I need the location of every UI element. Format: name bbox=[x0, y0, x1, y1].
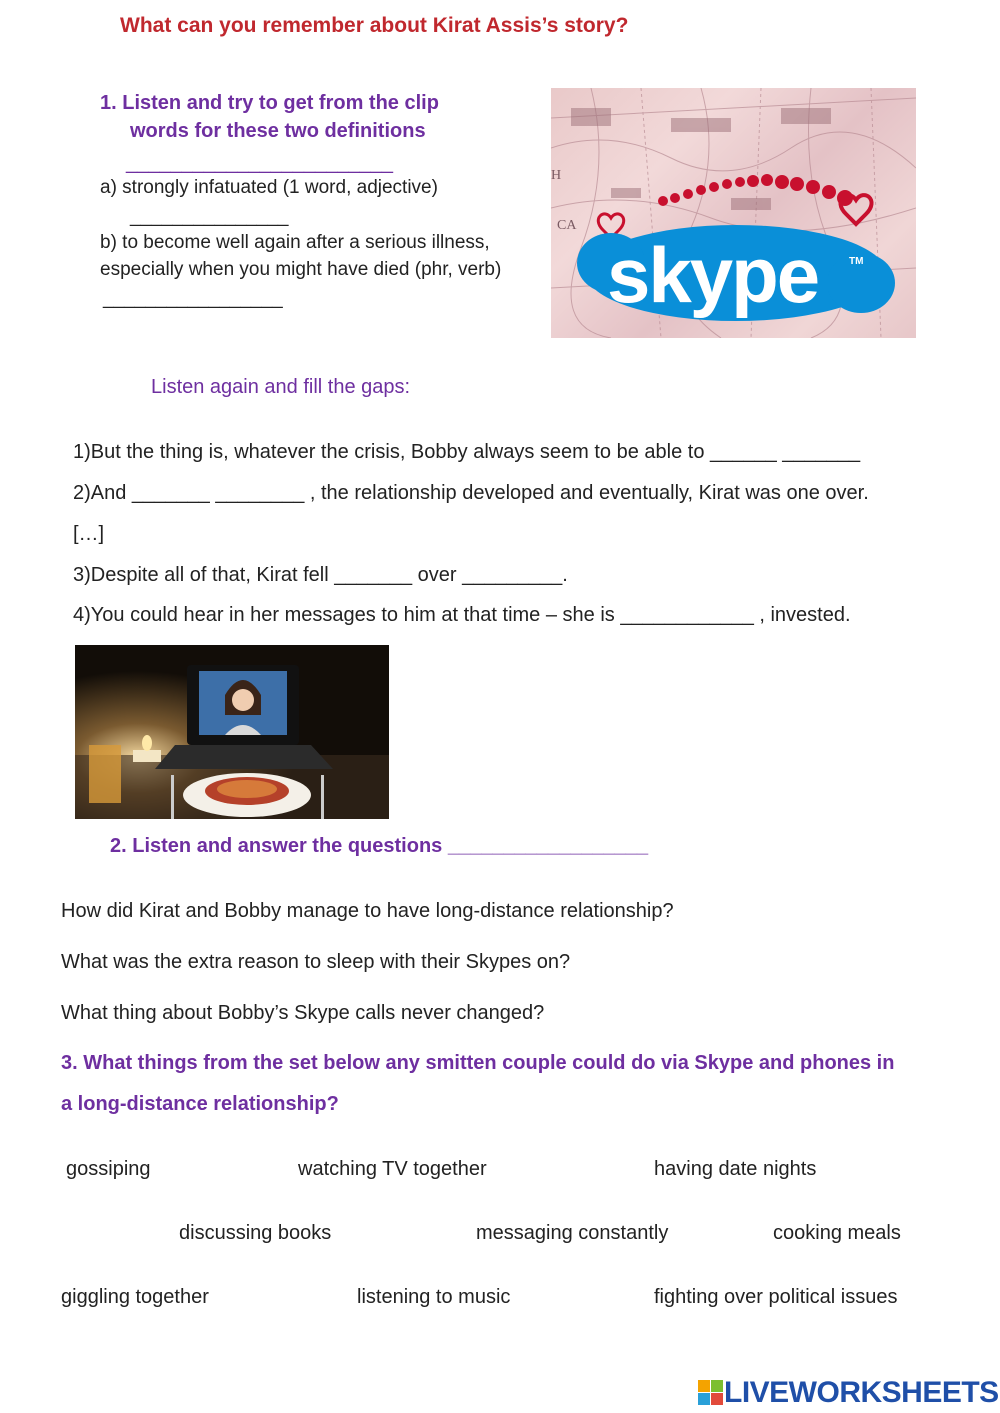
question-2: What was the extra reason to sleep with their Skypes on? bbox=[61, 951, 571, 973]
liveworksheets-icon bbox=[698, 1380, 724, 1408]
skype-dinner-photo bbox=[75, 645, 389, 819]
gap-ellipsis: […] bbox=[73, 523, 105, 545]
section3-line1-text: What things from the set below any smitten couple could do via Skype and phones in bbox=[77, 1052, 895, 1074]
question-1: How did Kirat and Bobby manage to have long-distance relationship? bbox=[61, 900, 674, 922]
section1-heading-line1: 1. Listen and try to get from the clip bbox=[100, 92, 439, 114]
skype-tm: TM bbox=[849, 256, 864, 267]
definition-b-blank[interactable]: _________________ bbox=[103, 288, 283, 309]
liveworksheets-text: LIVEWORKSHEETS bbox=[724, 1376, 999, 1409]
section1-heading-line2: words for these two definitions bbox=[130, 120, 426, 142]
activity-word[interactable]: cooking meals bbox=[773, 1222, 901, 1244]
skype-logo-text: skype bbox=[607, 231, 819, 319]
map-label-ca: CA bbox=[557, 218, 577, 233]
section2-heading bbox=[110, 835, 648, 858]
gap-item-1[interactable]: 1)But the thing is, whatever the crisis, Bobby always seem to be able to ______ _______ bbox=[73, 441, 861, 463]
activity-word[interactable]: fighting over political issues bbox=[654, 1286, 898, 1308]
activity-word[interactable]: listening to music bbox=[357, 1286, 511, 1308]
definition-b-line2: especially when you might have died (phr, verb) bbox=[100, 259, 502, 280]
definition-a: a) strongly infatuated (1 word, adjective) bbox=[100, 177, 438, 198]
skype-map-image bbox=[551, 88, 916, 338]
question-3: What thing about Bobby’s Skype calls never changed? bbox=[61, 1002, 545, 1024]
activity-word[interactable]: discussing books bbox=[179, 1222, 332, 1244]
activity-word[interactable]: messaging constantly bbox=[476, 1222, 669, 1244]
definition-a-blank[interactable]: _______________ bbox=[130, 206, 289, 227]
definition-b-line1: b) to become well again after a serious illness, bbox=[100, 232, 490, 253]
fill-gaps-instruction: Listen again and fill the gaps: bbox=[151, 376, 411, 398]
gap-item-3[interactable]: 3)Despite all of that, Kirat fell _______ over _________. bbox=[73, 564, 568, 586]
section3-number: 3. bbox=[61, 1052, 78, 1074]
activity-word[interactable]: having date nights bbox=[654, 1158, 817, 1180]
activity-word[interactable]: gossiping bbox=[66, 1158, 151, 1180]
section2-heading-blank[interactable]: __________________ bbox=[447, 835, 649, 857]
activity-word[interactable]: giggling together bbox=[61, 1286, 209, 1308]
gap-item-4[interactable]: 4)You could hear in her messages to him at that time – she is ____________ , invested. bbox=[73, 604, 851, 626]
section3-heading-line2: a long-distance relationship? bbox=[61, 1093, 339, 1115]
worksheet-title: What can you remember about Kirat Assis’s story? bbox=[120, 14, 629, 37]
section3-heading-line1 bbox=[61, 1052, 894, 1075]
activity-word[interactable]: watching TV together bbox=[298, 1158, 487, 1180]
gap-item-2[interactable]: 2)And _______ ________ , the relationship developed and eventually, Kirat was one over. bbox=[73, 482, 869, 504]
section2-heading-text: 2. Listen and answer the questions bbox=[110, 835, 443, 857]
section1-underline: ________________________ bbox=[126, 152, 393, 174]
map-label-h: H bbox=[551, 168, 562, 183]
